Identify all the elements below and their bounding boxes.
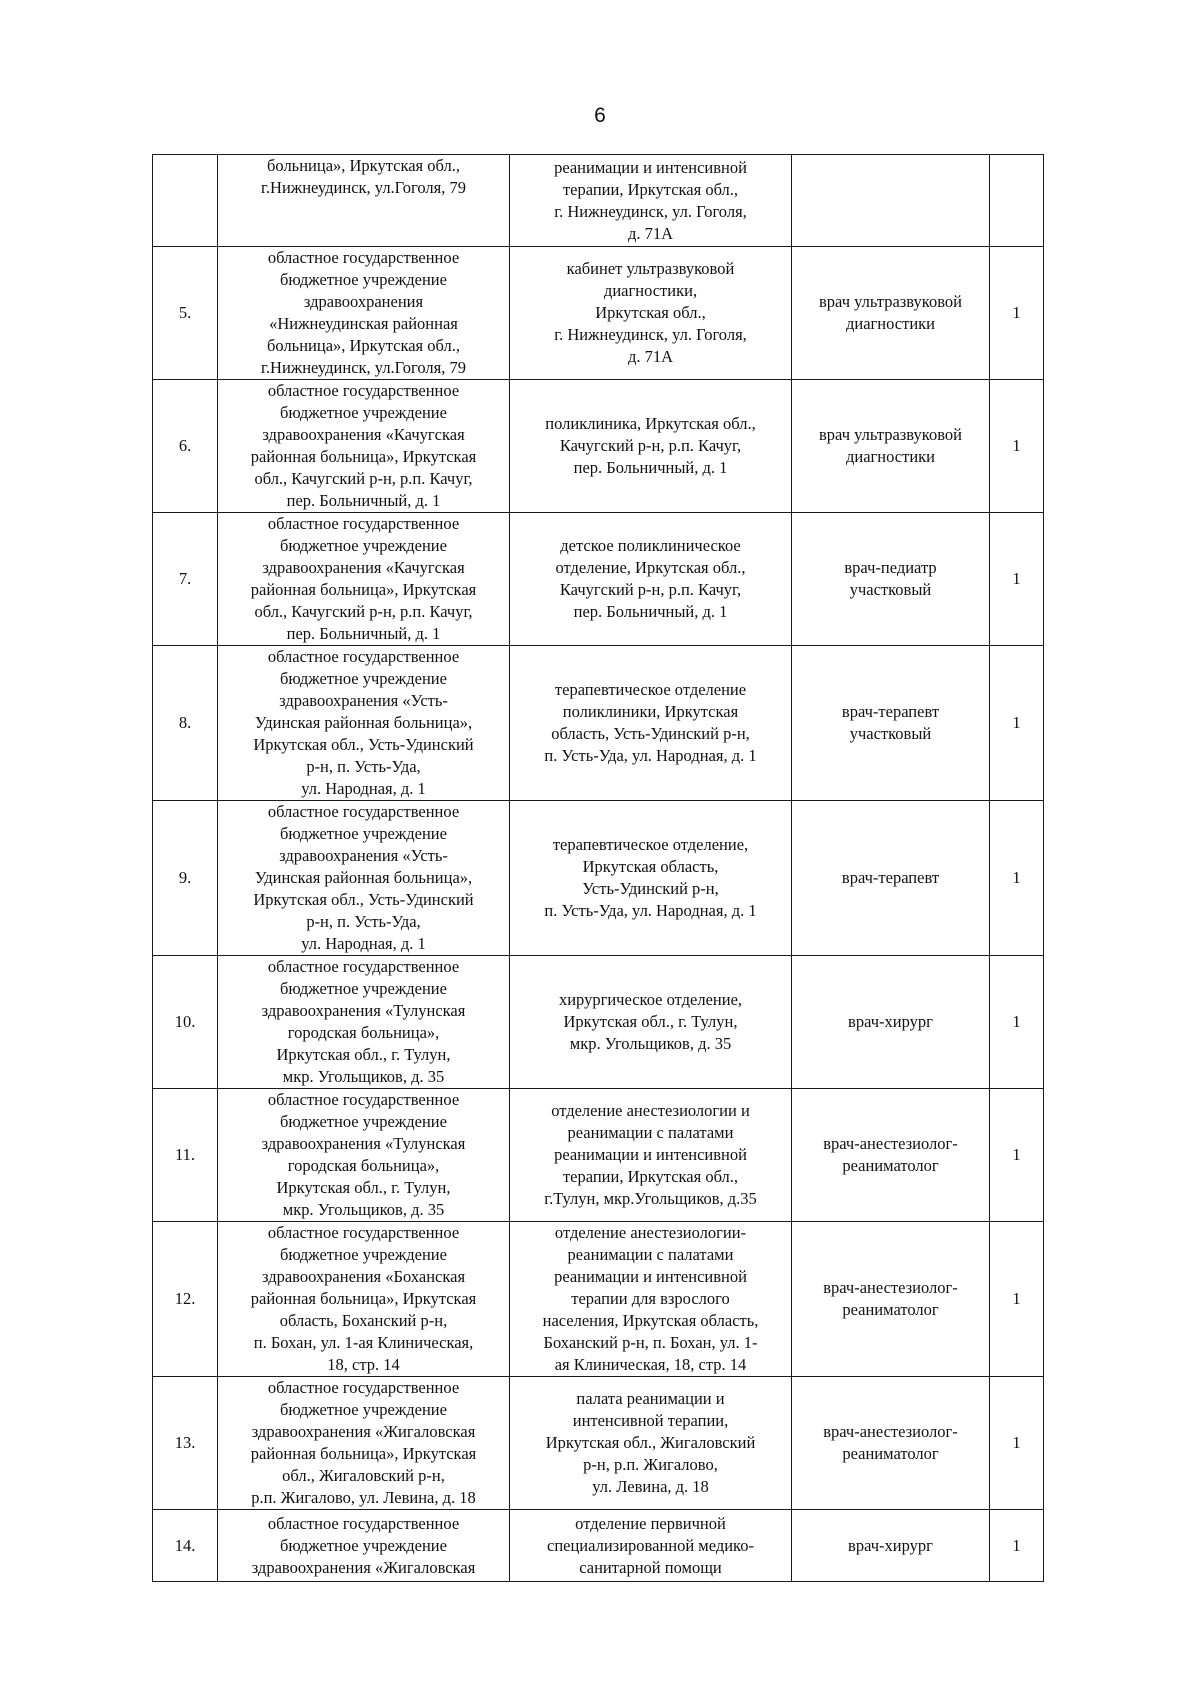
institution-cell: областное государственное бюджетное учреждение здравоохранения «Жигаловская	[218, 1510, 510, 1582]
department-cell: кабинет ультразвуковой диагностики, Иркутская обл., г. Нижнеудинск, ул. Гоголя, д. 71А	[510, 247, 792, 380]
institution-cell: областное государственное бюджетное учреждение здравоохранения «Усть- Удинская районная больница», Иркутская обл., Усть-Удинский р-н, п. Усть-Уда, ул. Народная, д. 1	[218, 646, 510, 801]
table-row	[153, 380, 1044, 513]
position-cell: врач-терапевт участковый	[792, 646, 990, 801]
staff-count-cell: 1	[990, 646, 1044, 801]
table-row	[153, 1089, 1044, 1222]
institution-cell: больница», Иркутская обл., г.Нижнеудинск, ул.Гоголя, 79	[218, 155, 510, 247]
row-number: 6.	[153, 380, 218, 513]
institution-cell: областное государственное бюджетное учреждение здравоохранения «Боханская районная больница», Иркутская область, Боханский р-н, п. Бохан, ул. 1-ая Клиническая, 18, стр. 14	[218, 1222, 510, 1377]
institution-cell: областное государственное бюджетное учреждение здравоохранения «Качугская районная больница», Иркутская обл., Качугский р-н, р.п. Качуг, пер. Больничный, д. 1	[218, 513, 510, 646]
row-number: 8.	[153, 646, 218, 801]
staff-count-cell: 1	[990, 1222, 1044, 1377]
department-cell: отделение анестезиологии- реанимации с палатами реанимации и интенсивной терапии для взрослого населения, Иркутская область, Боханский р-н, п. Бохан, ул. 1- ая Клиническая, 18, стр. 14	[510, 1222, 792, 1377]
page-number: 6	[594, 104, 606, 127]
department-cell: поликлиника, Иркутская обл., Качугский р-н, р.п. Качуг, пер. Больничный, д. 1	[510, 380, 792, 513]
table-row	[153, 155, 1044, 247]
position-cell: врач-хирург	[792, 1510, 990, 1582]
department-cell: реанимации и интенсивной терапии, Иркутская обл., г. Нижнеудинск, ул. Гоголя, д. 71А	[510, 155, 792, 247]
position-cell: врач-терапевт	[792, 801, 990, 956]
position-cell: врач-анестезиолог- реаниматолог	[792, 1222, 990, 1377]
department-cell: хирургическое отделение, Иркутская обл., г. Тулун, мкр. Угольщиков, д. 35	[510, 956, 792, 1089]
department-cell: терапевтическое отделение поликлиники, Иркутская область, Усть-Удинский р-н, п. Усть-Уда, ул. Народная, д. 1	[510, 646, 792, 801]
position-cell: врач-анестезиолог- реаниматолог	[792, 1089, 990, 1222]
institution-cell: областное государственное бюджетное учреждение здравоохранения «Качугская районная больница», Иркутская обл., Качугский р-н, р.п. Качуг, пер. Больничный, д. 1	[218, 380, 510, 513]
row-number: 11.	[153, 1089, 218, 1222]
table-row	[153, 1510, 1044, 1582]
position-cell: врач-педиатр участковый	[792, 513, 990, 646]
staff-count-cell: 1	[990, 513, 1044, 646]
department-cell: отделение первичной специализированной медико- санитарной помощи	[510, 1510, 792, 1582]
table-row	[153, 513, 1044, 646]
table-row	[153, 956, 1044, 1089]
staff-count-cell: 1	[990, 247, 1044, 380]
institution-cell: областное государственное бюджетное учреждение здравоохранения «Нижнеудинская районная больница», Иркутская обл., г.Нижнеудинск, ул.Гоголя, 79	[218, 247, 510, 380]
department-cell: палата реанимации и интенсивной терапии, Иркутская обл., Жигаловский р-н, р.п. Жигалово, ул. Левина, д. 18	[510, 1377, 792, 1510]
institution-cell: областное государственное бюджетное учреждение здравоохранения «Жигаловская районная больница», Иркутская обл., Жигаловский р-н, р.п. Жигалово, ул. Левина, д. 18	[218, 1377, 510, 1510]
institution-cell: областное государственное бюджетное учреждение здравоохранения «Усть- Удинская районная больница», Иркутская обл., Усть-Удинский р-н, п. Усть-Уда, ул. Народная, д. 1	[218, 801, 510, 956]
staff-count-cell	[990, 155, 1044, 247]
staff-count-cell: 1	[990, 1377, 1044, 1510]
table-row	[153, 247, 1044, 380]
staff-count-cell: 1	[990, 956, 1044, 1089]
row-number: 9.	[153, 801, 218, 956]
department-cell: отделение анестезиологии и реанимации с палатами реанимации и интенсивной терапии, Иркутская обл., г.Тулун, мкр.Угольщиков, д.35	[510, 1089, 792, 1222]
institution-cell: областное государственное бюджетное учреждение здравоохранения «Тулунская городская больница», Иркутская обл., г. Тулун, мкр. Угольщиков, д. 35	[218, 956, 510, 1089]
staff-count-cell: 1	[990, 1089, 1044, 1222]
staff-count-cell: 1	[990, 801, 1044, 956]
table-row	[153, 1377, 1044, 1510]
staff-count-cell: 1	[990, 380, 1044, 513]
row-number	[153, 155, 218, 247]
row-number: 7.	[153, 513, 218, 646]
table-row	[153, 646, 1044, 801]
row-number: 13.	[153, 1377, 218, 1510]
position-cell: врач ультразвуковой диагностики	[792, 247, 990, 380]
row-number: 10.	[153, 956, 218, 1089]
position-cell: врач ультразвуковой диагностики	[792, 380, 990, 513]
staffing-table	[152, 154, 1044, 1582]
table-row	[153, 1222, 1044, 1377]
institution-cell: областное государственное бюджетное учреждение здравоохранения «Тулунская городская больница», Иркутская обл., г. Тулун, мкр. Угольщиков, д. 35	[218, 1089, 510, 1222]
staff-count-cell: 1	[990, 1510, 1044, 1582]
row-number: 14.	[153, 1510, 218, 1582]
table-row	[153, 801, 1044, 956]
position-cell	[792, 155, 990, 247]
position-cell: врач-хирург	[792, 956, 990, 1089]
department-cell: детское поликлиническое отделение, Иркутская обл., Качугский р-н, р.п. Качуг, пер. Больничный, д. 1	[510, 513, 792, 646]
department-cell: терапевтическое отделение, Иркутская область, Усть-Удинский р-н, п. Усть-Уда, ул. Народная, д. 1	[510, 801, 792, 956]
row-number: 5.	[153, 247, 218, 380]
position-cell: врач-анестезиолог- реаниматолог	[792, 1377, 990, 1510]
row-number: 12.	[153, 1222, 218, 1377]
